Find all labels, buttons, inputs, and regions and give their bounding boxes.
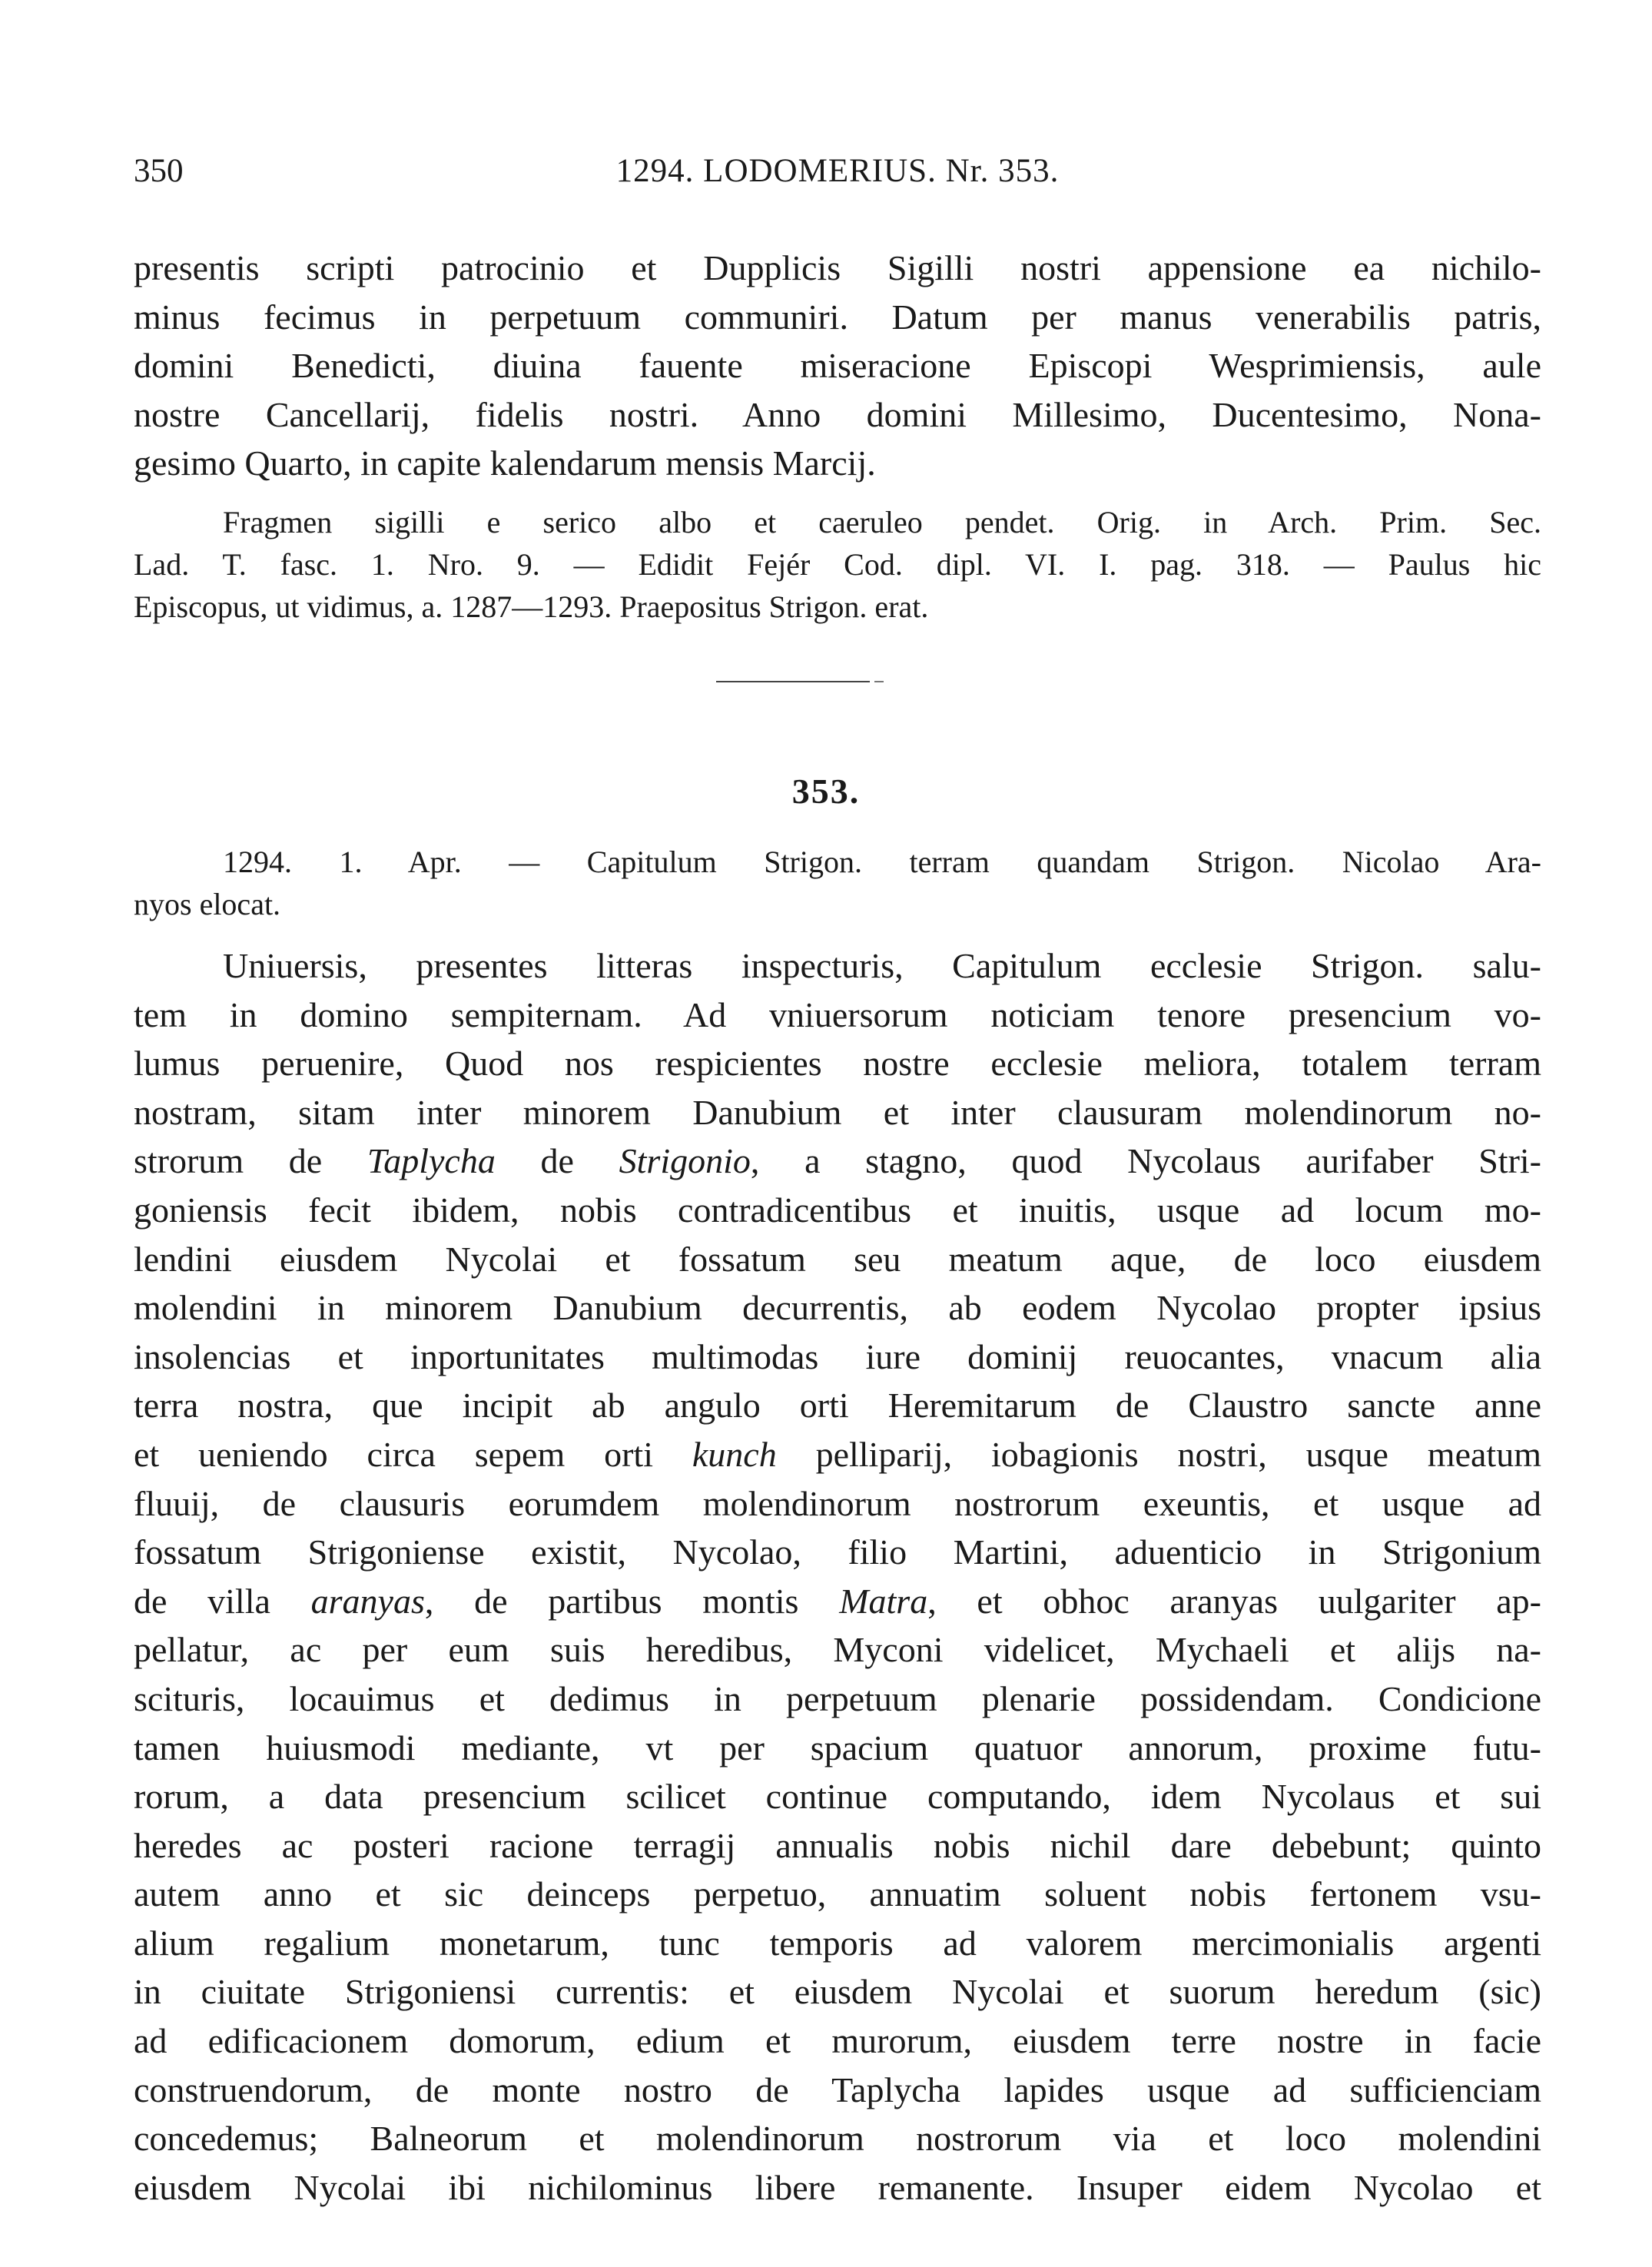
document-body [134, 941, 1541, 2212]
body-line: fluuij, de clausuris eorumdem molendinorum nostrorum exeuntis, et usque ad [134, 1483, 1541, 1523]
note-line: Fragmen sigilli e serico albo et caeruleo pendet. Orig. in Arch. Prim. Sec. [223, 505, 1541, 539]
note-line: Episcopus, ut vidimus, a. 1287—1293. Praepositus Strigon. erat. [134, 589, 929, 624]
body-line: construendorum, de monte nostro de Taplycha lapides usque ad sufficienciam [134, 2070, 1541, 2109]
body-line: Uniuersis, presentes litteras inspecturis, Capitulum ecclesie Strigon. salu- [223, 946, 1541, 985]
text-line: domini Benedicti, diuina fauente miseracione Episcopi Wesprimiensis, aule [134, 346, 1541, 386]
running-head [134, 152, 1541, 198]
body-line: tamen huiusmodi mediante, vt per spacium quatuor annorum, proxime futu- [134, 1728, 1541, 1767]
body-line: fossatum Strigoniense existit, Nycolao, filio Martini, aduenticio in Strigonium [134, 1532, 1541, 1572]
page-number: 350 [134, 153, 184, 189]
body-line: tem in domino sempiternam. Ad vniuersorum noticiam tenore presencium vo- [134, 994, 1541, 1034]
body-line: ad edificacionem domorum, edium et murorum, eiusdem terre nostre in facie [134, 2021, 1541, 2061]
body-line: scituris, locauimus et dedimus in perpetuum plenarie possidendam. Condicione [134, 1678, 1541, 1718]
body-line: in ciuitate Strigoniensi currentis: et eiusdem Nycolai et suorum heredum (sic) [134, 1972, 1541, 2012]
body-line: eiusdem Nycolai ibi nichilominus libere remanente. Insuper eidem Nycolao et [134, 2167, 1541, 2207]
document-summary [134, 841, 1541, 925]
body-line: lendini eiusdem Nycolai et fossatum seu meatum aque, de loco eiusdem [134, 1239, 1541, 1279]
body-line: heredes ac posteri racione terragij annualis nobis nichil dare debebunt; quinto [134, 1825, 1541, 1865]
body-line: pellatur, ac per eum suis heredibus, Myconi videlicet, Mychaeli et alijs na- [134, 1630, 1541, 1670]
body-line: autem anno et sic deinceps perpetuo, annuatim soluent nobis fertonem vsu- [134, 1874, 1541, 1914]
body-line: rorum, a data presencium scilicet continue computando, idem Nycolaus et sui [134, 1777, 1541, 1817]
text-line: presentis scripti patrocinio et Dupplicis Sigilli nostri appensione ea nichilo- [134, 248, 1541, 287]
body-line: goniensis fecit ibidem, nobis contradicentibus et inuitis, usque ad locum mo- [134, 1190, 1541, 1230]
section-separator [716, 681, 870, 682]
editorial-note [134, 501, 1541, 628]
summary-line: nyos elocat. [134, 887, 281, 921]
body-line: de villa aranyas, de partibus montis Matra, et obhoc aranyas uulgariter ap- [134, 1581, 1541, 1621]
body-line: molendini in minorem Danubium decurrentis, ab eodem Nycolao propter ipsius [134, 1288, 1541, 1328]
body-line: et ueniendo circa sepem orti kunch pelliparij, iobagionis nostri, usque meatum [134, 1434, 1541, 1474]
body-line: insolencias et inportunitates multimodas iure dominij reuocantes, vnacum alia [134, 1336, 1541, 1376]
body-line: concedemus; Balneorum et molendinorum nostrorum via et loco molendini [134, 2119, 1541, 2159]
section-separator-tail [874, 681, 884, 682]
document-number: 353. [791, 772, 861, 811]
body-line: lumus peruenire, Quod nos respicientes nostre ecclesie meliora, totalem terram [134, 1044, 1541, 1084]
note-line: Lad. T. fasc. 1. Nro. 9. — Edidit Fejér Cod. dipl. VI. I. pag. 318. — Paulus hic [134, 547, 1541, 582]
text-line: nostre Cancellarij, fidelis nostri. Anno domini Millesimo, Ducentesimo, Nona- [134, 394, 1541, 434]
text-line: gesimo Quarto, in capite kalendarum mensis Marcij. [134, 443, 876, 483]
running-title: 1294. LODOMERIUS. Nr. 353. [615, 153, 1060, 189]
body-line: alium regalium monetarum, tunc temporis ad valorem mercimonialis argenti [134, 1923, 1541, 1963]
body-line: strorum de Taplycha de Strigonio, a stagno, quod Nycolaus aurifaber Stri- [134, 1141, 1541, 1181]
text-line: minus fecimus in perpetuum communiri. Datum per manus venerabilis patris, [134, 297, 1541, 337]
continuation-paragraph [134, 244, 1541, 488]
body-line: terra nostra, que incipit ab angulo orti Heremitarum de Claustro sancte anne [134, 1386, 1541, 1426]
summary-line: 1294. 1. Apr. — Capitulum Strigon. terram quandam Strigon. Nicolao Ara- [223, 845, 1541, 879]
body-line: nostram, sitam inter minorem Danubium et inter clausuram molendinorum no- [134, 1092, 1541, 1132]
